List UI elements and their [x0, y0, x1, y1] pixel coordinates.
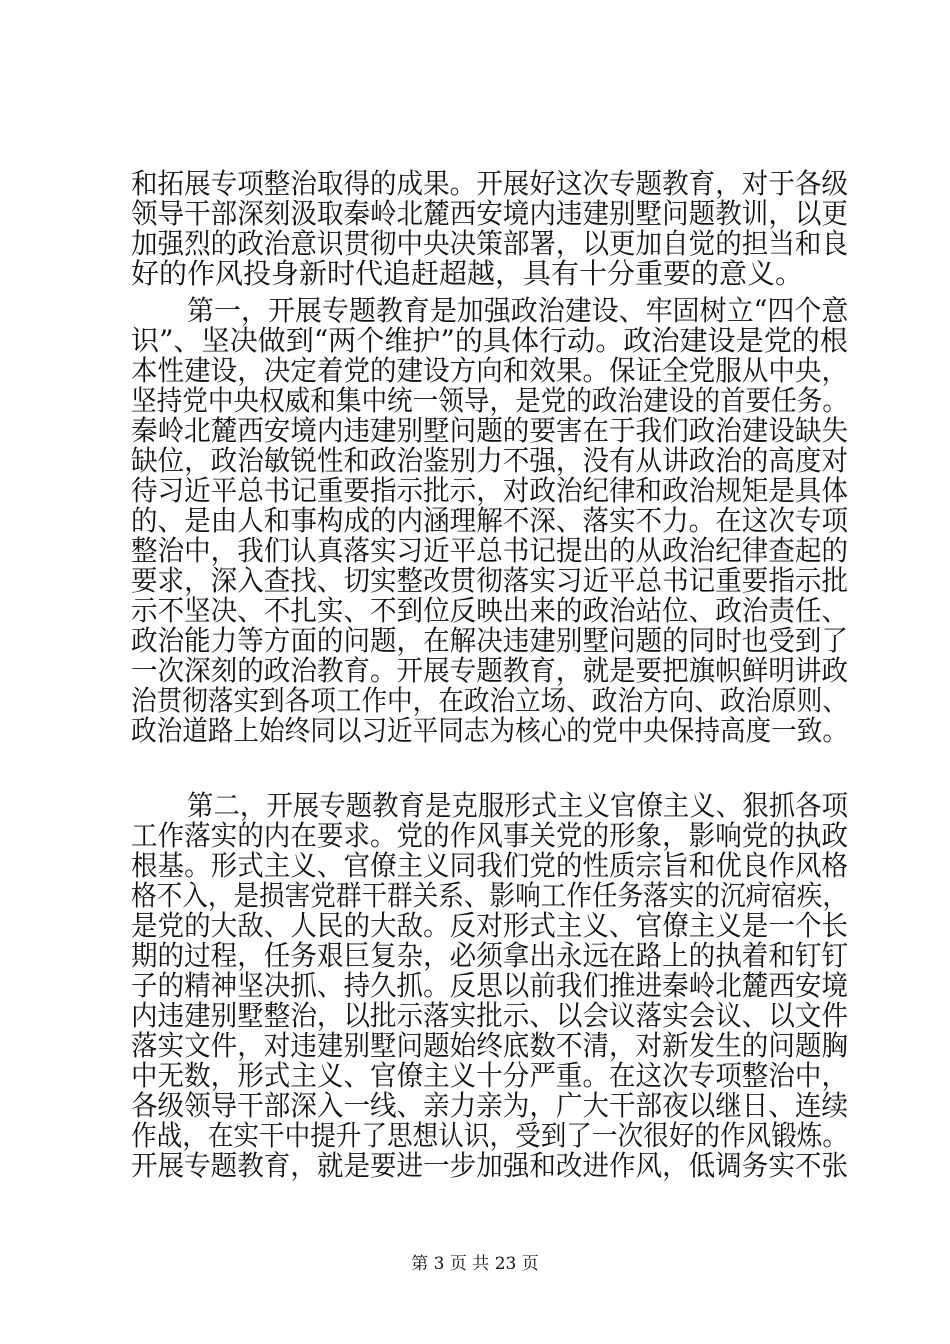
- text-line: 整治中，我们认真落实习近平总书记提出的从政治纪律查起的: [131, 534, 849, 567]
- text-line: 开展专题教育，就是要进一步加强和改进作风，低调务实不张: [131, 1149, 849, 1182]
- text-line: 缺位，政治敏锐性和政治鉴别力不强，没有从讲政治的高度对: [131, 444, 849, 477]
- text-line: 落实文件，对违建别墅问题始终底数不清，对新发生的问题胸: [131, 1029, 849, 1062]
- text-line: 根基。形式主义、官僚主义同我们党的性质宗旨和优良作风格: [131, 849, 849, 882]
- text-line: 领导干部深刻汲取秦岭北麓西安境内违建别墅问题教训，以更: [131, 197, 849, 230]
- text-line: 内违建别墅整治，以批示落实批示、以会议落实会议、以文件: [131, 999, 849, 1032]
- text-line: 第二，开展专题教育是克服形式主义官僚主义、狠抓各项: [187, 789, 849, 822]
- text-line: 第一，开展专题教育是加强政治建设、牢固树立“四个意: [187, 294, 849, 327]
- text-line: 期的过程，任务艰巨复杂，必须拿出永远在路上的执着和钉钉: [131, 939, 849, 972]
- text-line: 格不入，是损害党群干群关系、影响工作任务落实的沉疴宿疾，: [131, 879, 848, 912]
- text-line: 中无数，形式主义、官僚主义十分严重。在这次专项整治中，: [131, 1059, 849, 1092]
- text-line: 的、是由人和事构成的内涵理解不深、落实不力。在这次专项: [131, 504, 849, 537]
- page-number-footer: 第 3 页 共 23 页: [411, 1254, 539, 1274]
- text-line: 秦岭北麓西安境内违建别墅问题的要害在于我们政治建设缺失: [131, 414, 849, 447]
- text-line: 和拓展专项整治取得的成果。开展好这次专题教育，对于各级: [131, 167, 849, 200]
- text-line: 本性建设，决定着党的建设方向和效果。保证全党服从中央，: [131, 354, 849, 387]
- text-line: 好的作风投身新时代追赶超越，具有十分重要的意义。: [131, 257, 804, 290]
- text-line: 子的精神坚决抓、持久抓。反思以前我们推进秦岭北麓西安境: [131, 969, 849, 1002]
- text-line: 政治道路上始终同以习近平同志为核心的党中央保持高度一致。: [131, 714, 848, 747]
- text-line: 政治能力等方面的问题，在解决违建别墅问题的同时也受到了: [131, 624, 849, 657]
- text-line: 一次深刻的政治教育。开展专题教育，就是要把旗帜鲜明讲政: [131, 654, 849, 687]
- text-line: 示不坚决、不扎实、不到位反映出来的政治站位、政治责任、: [131, 594, 849, 627]
- text-line: 工作落实的内在要求。党的作风事关党的形象，影响党的执政: [131, 819, 849, 852]
- text-line: 作战，在实干中提升了思想认识，受到了一次很好的作风锻炼。: [131, 1119, 848, 1152]
- text-line: 加强烈的政治意识贯彻中央决策部署，以更加自觉的担当和良: [131, 227, 849, 260]
- text-line: 治贯彻落实到各项工作中，在政治立场、政治方向、政治原则、: [131, 684, 848, 717]
- text-line: 坚持党中央权威和集中统一领导，是党的政治建设的首要任务。: [131, 384, 848, 417]
- text-line: 各级领导干部深入一线、亲力亲为，广大干部夜以继日、连续: [131, 1089, 849, 1122]
- text-line: 识”、坚决做到“两个维护”的具体行动。政治建设是党的根: [131, 324, 848, 357]
- text-line: 待习近平总书记重要指示批示，对政治纪律和政治规矩是具体: [131, 474, 849, 507]
- text-line: 是党的大敌、人民的大敌。反对形式主义、官僚主义是一个长: [131, 909, 849, 942]
- text-line: 要求，深入查找、切实整改贯彻落实习近平总书记重要指示批: [131, 564, 849, 597]
